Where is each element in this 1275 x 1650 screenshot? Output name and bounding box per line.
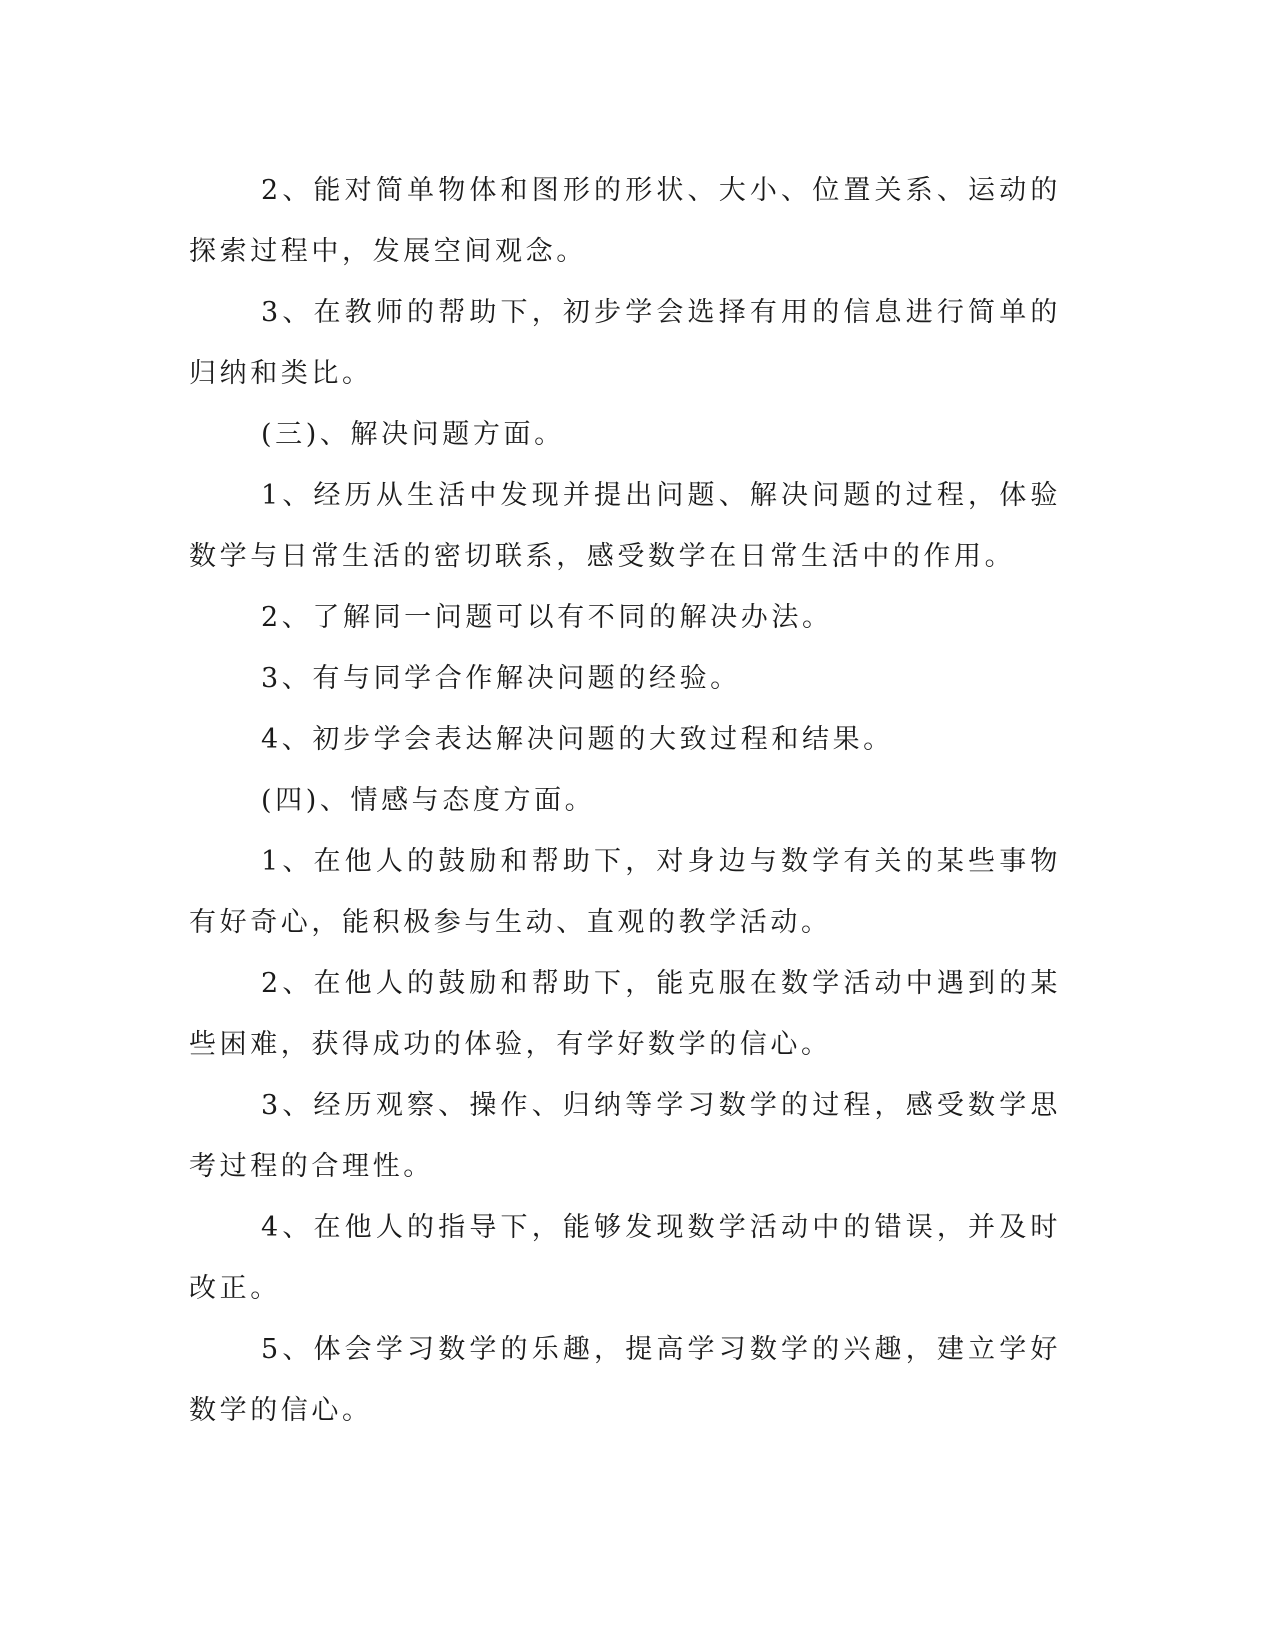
paragraph-express-process: 4、初步学会表达解决问题的大致过程和结果。 xyxy=(261,724,894,755)
paragraph-correct-mistakes: 4、在他人的指导下，能够发现数学活动中的错误，并及时改正。 xyxy=(189,1212,1061,1304)
section-heading-emotion-attitude: (四)、情感与态度方面。 xyxy=(261,785,596,816)
paragraph-different-methods: 2、了解同一问题可以有不同的解决办法。 xyxy=(261,602,833,633)
paragraph-space-concept: 2、能对简单物体和图形的形状、大小、位置关系、运动的探索过程中，发展空间观念。 xyxy=(189,175,1061,267)
paragraph-life-problems: 1、经历从生活中发现并提出问题、解决问题的过程，体验数学与日常生活的密切联系，感受数学在日常生活中的作用。 xyxy=(189,480,1061,572)
section-heading-problem-solving: (三)、解决问题方面。 xyxy=(261,419,565,450)
paragraph-cooperation: 3、有与同学合作解决问题的经验。 xyxy=(261,663,741,694)
paragraph-information-induction: 3、在教师的帮助下，初步学会选择有用的信息进行简单的归纳和类比。 xyxy=(189,297,1061,389)
paragraph-reasoning: 3、经历观察、操作、归纳等学习数学的过程，感受数学思考过程的合理性。 xyxy=(189,1090,1061,1182)
paragraph-overcome-difficulties: 2、在他人的鼓励和帮助下，能克服在数学活动中遇到的某些困难，获得成功的体验，有学好数学的信心。 xyxy=(189,968,1061,1060)
document-body xyxy=(189,160,1061,1441)
paragraph-interest-confidence: 5、体会学习数学的乐趣，提高学习数学的兴趣，建立学好数学的信心。 xyxy=(189,1334,1061,1426)
paragraph-curiosity: 1、在他人的鼓励和帮助下，对身边与数学有关的某些事物有好奇心，能积极参与生动、直观的教学活动。 xyxy=(189,846,1061,938)
